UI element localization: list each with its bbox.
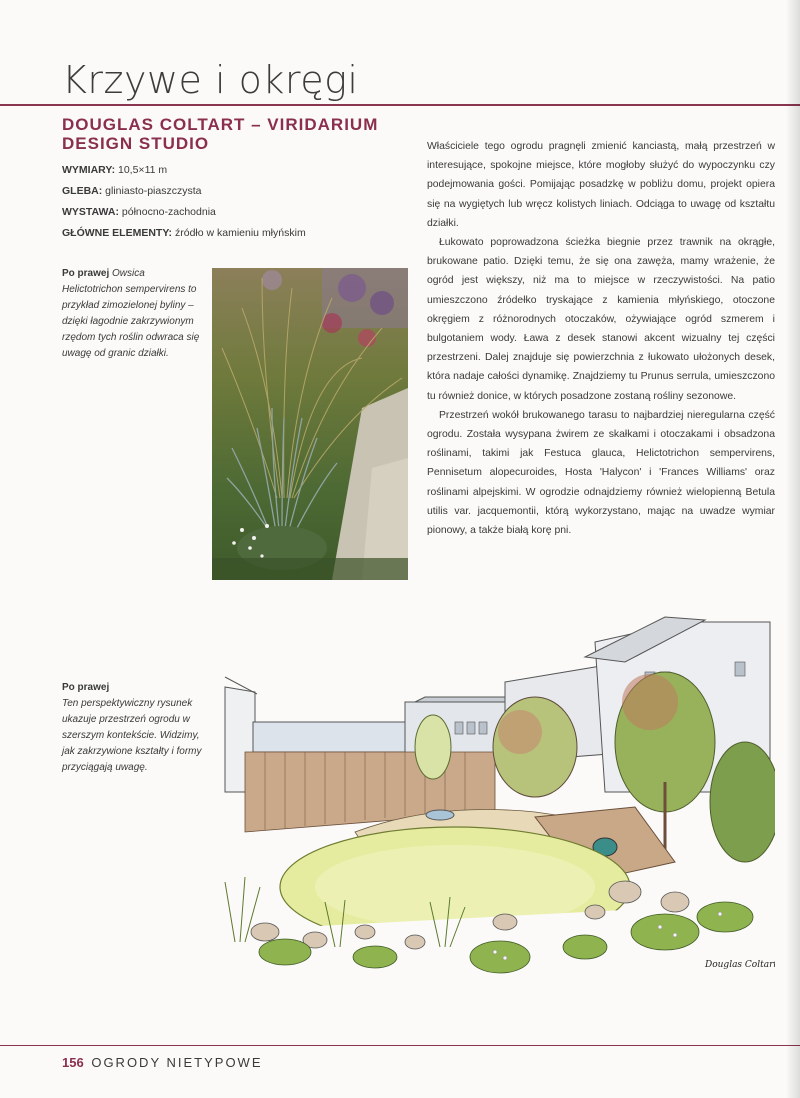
page-edge-shadow: [786, 0, 800, 1098]
spec-dimensions: WYMIARY: 10,5×11 m: [62, 164, 168, 176]
drawing-caption: Po prawej Ten perspektywiczny rysunek ukazuje przestrzeń ogrodu w szerszym kontekście. Widzimy, jak zakrzywione kształty i formy przyciągają uwagę.: [62, 682, 202, 773]
paragraph-3: Przestrzeń wokół brukowanego tarasu to najbardziej nieregularna część ogrodu. Została wysypana żwirem ze skałkami i otoczakami i obsadzona roślinami, takimi jak Festuca glauca, Helictotrichon sempervirens, Pennisetum alopecuroides, Hosta 'Halycon' i 'Frances Williams' oraz roślinami alpejskimi. W ogrodzie odnajdziemy również wielopienną Betula utilis var. jacquemontii, którą wykorzystano, mając na uwadze wymiar pionowy, a także białą korę pni.: [427, 409, 775, 537]
page-number: 156: [62, 1055, 84, 1070]
paragraph-2: Łukowato poprowadzona ścieżka biegnie przez trawnik na okrągłe, brukowane patio. Dzięki temu, że się ona zawęża, mamy wrażenie, że ogród jest większy, niż ma to miejsce w rzeczywistości. Na patio umieszczono źródełko tryskające z kamienia młyńskiego, otoczone okręgiem z różnorodnych otoczaków, ożywiające ogród szmerem i bulgotaniem wody. Ława z desek stanowi akcent wizualny tej części przestrzeni. Dalej znajduje się powierzchnia z łukowato ułożonych desek, która nadaje całości dynamikę. Znajdziemy tu Prunus serrula, umieszczono tu również donice, w których posadzone zostaną rośliny sezonowe.: [427, 237, 775, 402]
article-body: [427, 137, 775, 540]
grass-photo: [212, 268, 408, 580]
photo-caption: Po prawej Owsica Helictotrichon sempervirens to przykład zimozielonej byliny – dzięki łagodnie zakrzywionym rzędom tych roślin odwraca się uwagę od granic działki.: [62, 268, 200, 359]
paragraph-1: Właściciele tego ogrodu pragnęli zmienić kanciastą, małą przestrzeń w interesujące, spokojne miejsce, które mogłoby służyć do wypoczynku czy podejmowania gości. Pomijając posadzkę w pobliżu domu, projekt opiera się na wygiętych lub wręcz kolistych liniach. Odciąga to uwagę od kształtu działki.: [427, 141, 775, 229]
spec-exposure: WYSTAWA: północno-zachodnia: [62, 206, 216, 218]
section-name: OGRODY NIETYPOWE: [91, 1055, 263, 1070]
garden-specs: [62, 160, 306, 244]
spec-main-elements: GŁÓWNE ELEMENTY: źródło w kamieniu młyńskim: [62, 227, 306, 239]
garden-perspective-drawing: [205, 602, 775, 1002]
footer-divider: [0, 1045, 800, 1046]
page-footer: [62, 1055, 263, 1070]
designer-heading: DOUGLAS COLTART – VIRIDARIUM DESIGN STUDIO: [62, 115, 379, 153]
page-title: Krzywe i okręgi: [62, 58, 359, 102]
artist-signature: Douglas Coltart: [705, 960, 775, 970]
title-divider: [0, 104, 800, 106]
spec-soil: GLEBA: gliniasto-piaszczysta: [62, 185, 202, 197]
